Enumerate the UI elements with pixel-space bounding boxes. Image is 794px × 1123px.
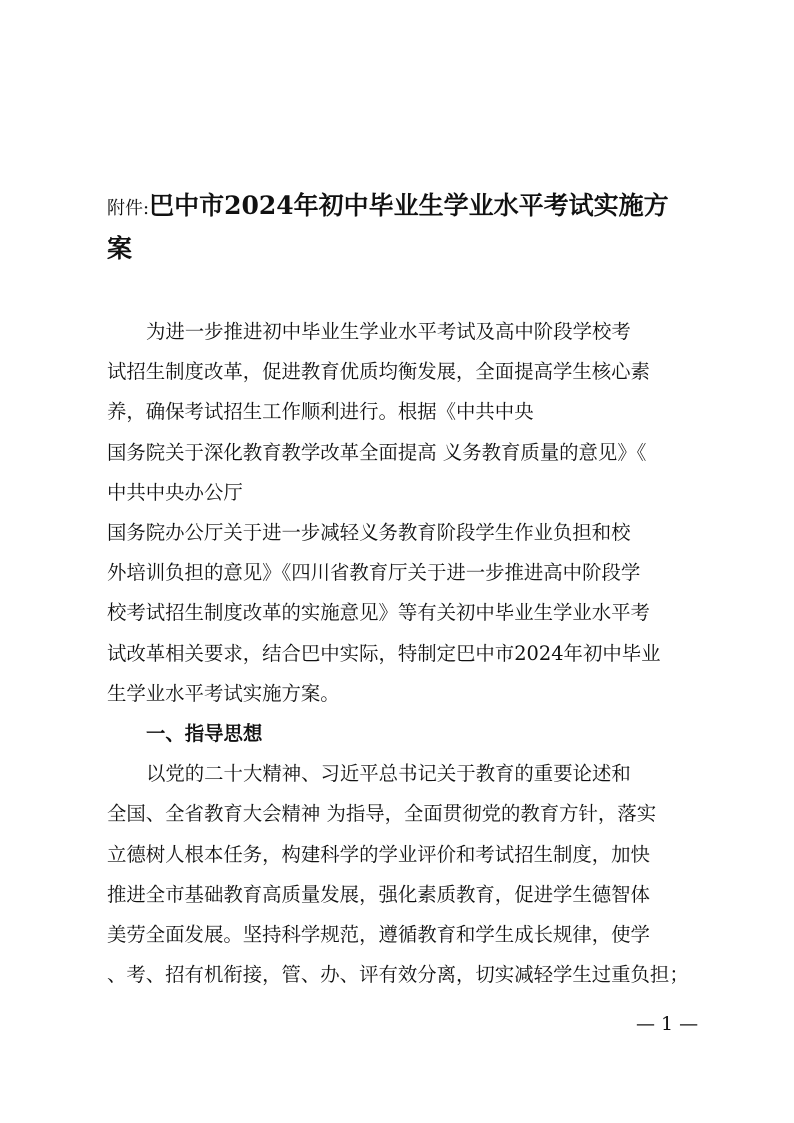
section-heading: 一、指导思想 [146, 722, 263, 746]
text-line: 生学业水平考试实施方案。 [107, 681, 340, 705]
text-line: 养，确保考试招生工作顺利进行。根据《中共中央 [107, 400, 534, 424]
text-line: 立德树人根本任务，构建科学的学业评价和考试招生制度，加快 [107, 842, 650, 866]
text-line: 试招生制度改革，促进教育优质均衡发展，全面提高学生核心素 [107, 360, 650, 384]
text-line: 国务院办公厅关于进一步减轻义务教育阶段学生作业负担和校 [107, 521, 631, 545]
document-body [107, 312, 692, 995]
text-line: 校考试招生制度改革的实施意见》等有关初中毕业生学业水平考 [107, 601, 650, 625]
text-line: 中共中央办公厅 [107, 480, 243, 504]
text-line: 为进一步推进初中毕业生学业水平考试及高中阶段学校考 [146, 320, 631, 343]
document-title [107, 186, 697, 269]
text-line: 、考、招有机衔接，管、办、评有效分离，切实减轻学生过重负担； [107, 963, 689, 987]
text-line: 试改革相关要求，结合巴中实际，特制定巴中市2024年初中毕业 [107, 641, 661, 665]
attachment-prefix: 附件: [107, 198, 150, 219]
intro-paragraph [107, 312, 692, 714]
section-1 [107, 714, 692, 995]
title-line-2: 案 [107, 234, 133, 263]
text-line: 推进全市基础教育高质量发展，强化素质教育，促进学生德智体 [107, 882, 650, 906]
title-line-1: 巴中市2024年初中毕业生学业水平考试实施方 [149, 191, 669, 220]
text-line: 国务院关于深化教育教学改革全面提高 义务教育质量的意见》《 [107, 440, 647, 464]
text-line: 外培训负担的意见》《四川省教育厅关于进一步推进高中阶段学 [107, 561, 641, 585]
text-line: 以党的二十大精神、习近平总书记关于教育的重要论述和 [146, 762, 631, 786]
page-number: — 1 — [636, 1013, 699, 1035]
text-line: 美劳全面发展。坚持科学规范，遵循教育和学生成长规律，使学 [107, 923, 650, 947]
text-line: 全国、全省教育大会精神 为指导，全面贯彻党的教育方针，落实 [107, 802, 657, 826]
